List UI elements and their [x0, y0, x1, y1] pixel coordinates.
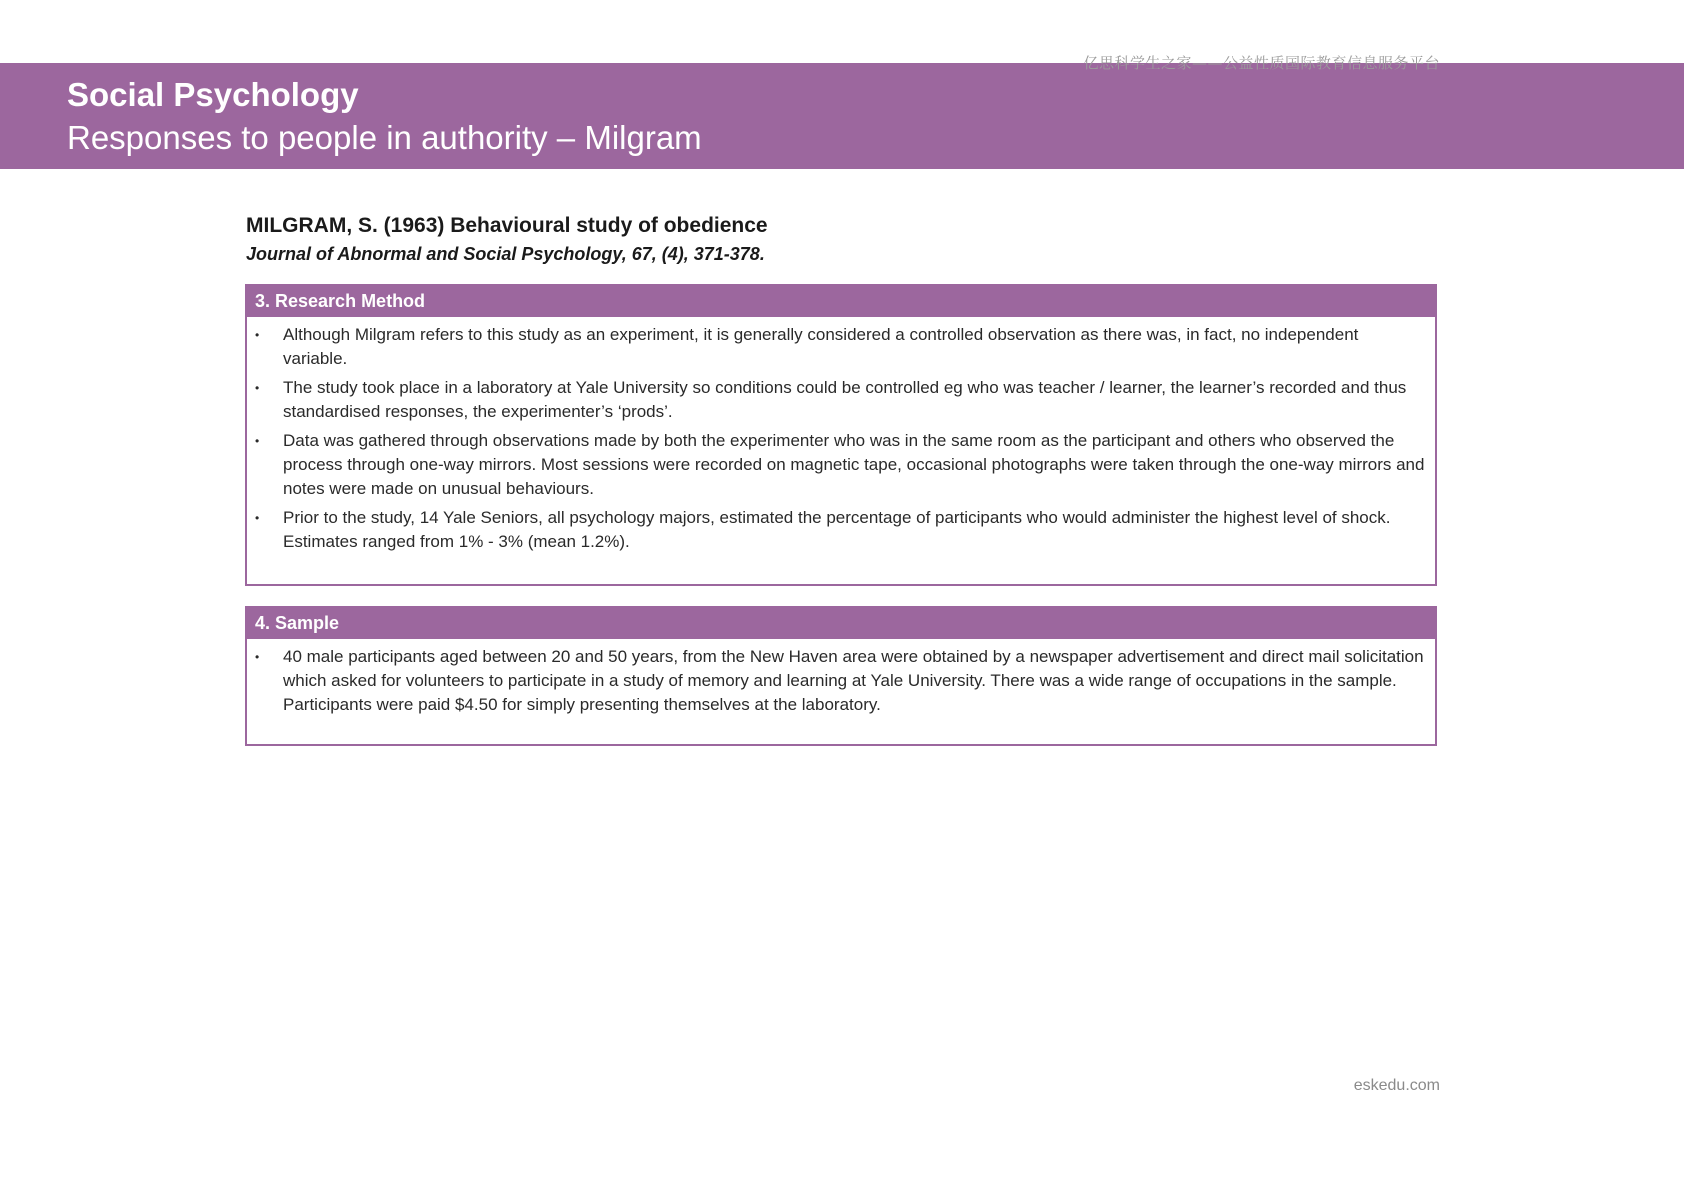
sample-box	[245, 606, 1437, 746]
citation-title: MILGRAM, S. (1963) Behavioural study of obedience	[246, 214, 768, 237]
page-title: Social Psychology	[67, 76, 359, 113]
header-banner	[0, 63, 1684, 169]
research-method-list	[247, 317, 1435, 554]
sample-list	[247, 639, 1435, 717]
list-item-text: 40 male participants aged between 20 and 50 years, from the New Haven area were obtained by a newspaper advertisement and direct mail solicitation which asked for volunteers to participate in a study of memory and learning at Yale University. There was a wide range of occupations in the sample. Participants were paid $4.50 for simply presenting themselves at the laboratory.	[283, 647, 1424, 714]
list-item-text: The study took place in a laboratory at Yale University so conditions could be controlled eg who was teacher / learner, the learner’s recorded and thus standardised responses, the experimenter’s ‘prods’.	[283, 378, 1407, 421]
bullet-icon: •	[255, 328, 260, 342]
research-method-heading: 3. Research Method	[247, 286, 1435, 317]
citation-journal: Journal of Abnormal and Social Psychology, 67, (4), 371-378.	[246, 244, 765, 264]
list-item	[247, 323, 1425, 371]
list-item-text: Data was gathered through observations made by both the experimenter who was in the same room as the participant and others who observed the process through one-way mirrors. Most sessions were recorded on magnetic tape, occasional photographs were taken through the one-way mirrors and notes were made on unusual behaviours.	[283, 431, 1425, 498]
bullet-icon: •	[255, 434, 260, 448]
list-item	[247, 376, 1425, 424]
research-method-box	[245, 284, 1437, 586]
citation	[246, 214, 1446, 265]
page-subtitle: Responses to people in authority – Milgram	[67, 119, 702, 156]
bullet-icon: •	[255, 511, 260, 525]
list-item	[247, 506, 1425, 554]
list-item	[247, 429, 1425, 501]
list-item	[247, 645, 1425, 717]
sample-heading: 4. Sample	[247, 608, 1435, 639]
bullet-icon: •	[255, 381, 260, 395]
list-item-text: Although Milgram refers to this study as an experiment, it is generally considered a controlled observation as there was, in fact, no independent variable.	[283, 325, 1359, 368]
footer-site-link[interactable]: eskedu.com	[1353, 1077, 1440, 1094]
watermark-text: 亿思科学生之家——公益性质国际教育信息服务平台	[1083, 54, 1440, 72]
bullet-icon: •	[255, 650, 260, 664]
list-item-text: Prior to the study, 14 Yale Seniors, all psychology majors, estimated the percentage of participants who would administer the highest level of shock. Estimates ranged from 1% - 3% (mean 1.2%).	[283, 508, 1391, 551]
